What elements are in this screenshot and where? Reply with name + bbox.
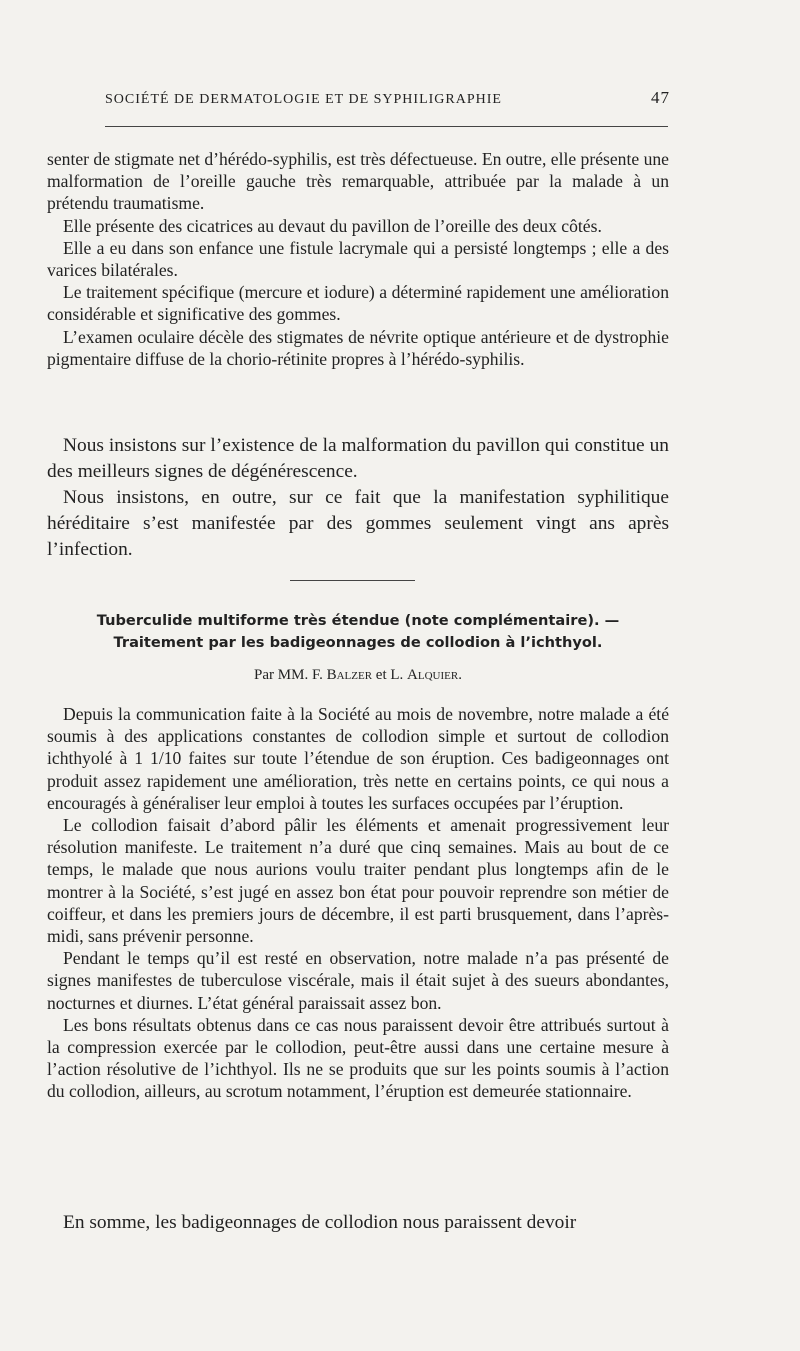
paragraph: Le traitement spécifique (mercure et iodure) a déterminé rapidement une amélioration considérable et significative des gommes. bbox=[47, 282, 669, 325]
authors-prefix: Par MM. F. bbox=[254, 667, 323, 683]
running-header bbox=[105, 88, 670, 118]
section-separator bbox=[290, 580, 415, 581]
case-report-block bbox=[47, 148, 669, 370]
paragraph: Elle a eu dans son enfance une fistule lacrymale qui a persisté longtemps ; elle a des varices bilatérales. bbox=[47, 237, 669, 281]
paragraph: Elle présente des cicatrices au devaut du pavillon de l’oreille des deux côtés. bbox=[63, 215, 602, 236]
final-block bbox=[47, 1210, 669, 1236]
section-title-line: Tuberculide multiforme très étendue (note complémentaire). — bbox=[96, 612, 620, 629]
conclusion-block bbox=[47, 433, 669, 563]
paragraph: Nous insistons, en outre, sur ce fait que la manifestation syphilitique héréditaire s’est manifestée par des gommes seulement vingt ans après l’infection. bbox=[47, 487, 669, 560]
article-body bbox=[47, 703, 669, 1103]
paragraph: En somme, les badigeonnages de collodion nous paraissent devoir bbox=[63, 1212, 577, 1233]
author-name: Alquier. bbox=[407, 667, 462, 683]
authors-line bbox=[47, 667, 669, 684]
author-name: Balzer bbox=[326, 667, 373, 683]
page-number: 47 bbox=[651, 88, 670, 107]
paragraph: Pendant le temps qu’il est resté en observation, notre malade n’a pas présenté de signes manifestes de tuberculose viscérale, mais il était sujet à des sueurs abondantes, nocturnes et diurnes. L’état général paraissait assez bon. bbox=[47, 948, 669, 1013]
paragraph: senter de stigmate net d’hérédo-syphilis, est très défectueuse. En outre, elle présente une malformation de l’oreille gauche très remarquable, attribuée par la malade à un prétendu traumatisme. bbox=[47, 149, 669, 214]
paragraph: Le collodion faisait d’abord pâlir les éléments et amenait progressivement leur résolution manifeste. Le traitement n’a duré que cinq semaines. Mais au bout de ce temps, le malade que nous aurions voulu traiter pendant plus longtemps afin de le montrer à la Société, s’est jugé en assez bon état pour pouvoir reprendre son métier de coiffeur, et dans les premiers jours de décembre, il est parti brusquement, dans l’après-midi, sans prévenir personne. bbox=[47, 815, 669, 947]
paragraph: Depuis la communication faite à la Société au mois de novembre, notre malade a été soumis à des applications constantes de collodion simple et surtout de collodion ichthyolé à 1 1/10 faites sur toute l’étendue de son éruption. Ces badigeonnages ont produit assez rapidement une amélioration, très nette en certains points, ce qui nous a encouragés à généraliser leur emploi à toutes les surfaces occupées par l’éruption. bbox=[47, 704, 669, 813]
section-title bbox=[47, 610, 669, 654]
authors-mid: et L. bbox=[375, 667, 404, 683]
paragraph: Nous insistons sur l’existence de la malformation du pavillon qui constitue un des meilleurs signes de dégénérescence. bbox=[47, 435, 669, 482]
section-title-line: Traitement par les badigeonnages de collodion à l’ichthyol. bbox=[113, 634, 603, 651]
paragraph: Les bons résultats obtenus dans ce cas nous paraissent devoir être attribués surtout à la compression exercée par le collodion, peut-être aussi dans une certaine mesure à l’action résolutive de l’ichthyol. Ils ne se produits que sur les points soumis à l’action du collodion, ailleurs, au scrotum notamment, l’éruption est demeurée stationnaire. bbox=[47, 1014, 669, 1102]
header-rule bbox=[105, 126, 668, 127]
running-title: SOCIÉTÉ DE DERMATOLOGIE ET DE SYPHILIGRAPHIE bbox=[105, 92, 502, 107]
paragraph: L’examen oculaire décèle des stigmates de névrite optique antérieure et de dystrophie pigmentaire diffuse de la chorio-rétinite propres à l’hérédo-syphilis. bbox=[47, 326, 669, 369]
